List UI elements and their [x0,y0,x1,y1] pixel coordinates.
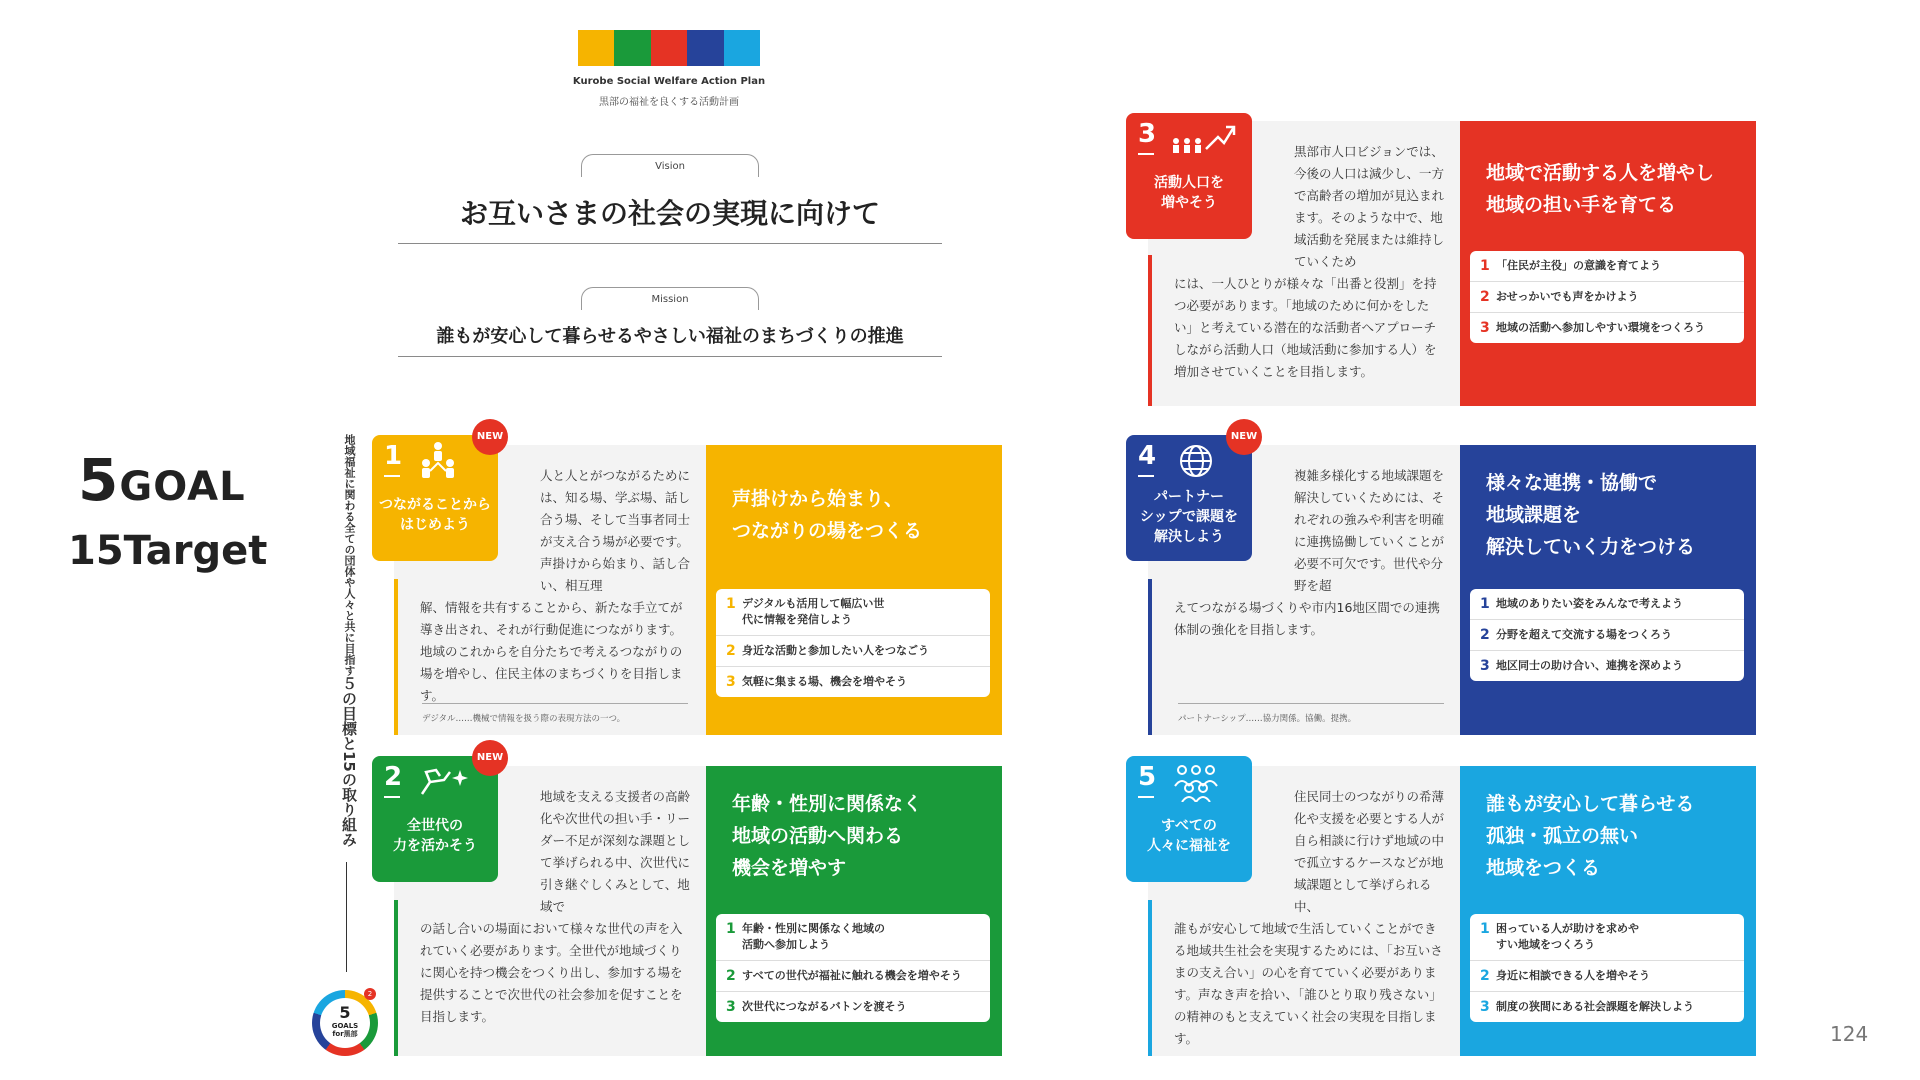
goal-description-bottom: 誰もが安心して地域で生活していくことができる地域共生社会を実現するためには、「お互いさまの支え合い」の心を育てていく必要があります。声なき声を拾い、「誰ひとり取り残さない」の精神のもと支えていく社会の実現を目指します。 [1174,921,1443,1046]
goal-title-line2: 人々に福祉を [1147,838,1231,854]
color-logo-bar [578,30,760,66]
target-number: 3 [1480,320,1490,336]
badge-number: 5 [339,1003,351,1022]
goal-headline-line2: 地域課題を [1486,504,1582,526]
goal-title-line1: 活動人口を [1154,175,1224,191]
target-number: 2 [726,968,736,984]
goal-targets-box [1470,914,1744,1022]
target-item [716,667,990,697]
target-text: 地区同士の助け合い、連携を深めよう [1496,659,1683,672]
goal-description-bottom: えてつながる場づくりや市内16地区間での連携体制の強化を目指します。 [1174,600,1440,637]
goal-card-2 [372,752,1002,1056]
target-item [1470,251,1744,282]
mission-divider [398,356,942,357]
goal-title-line1: パートナー [1154,489,1224,505]
target-number: 3 [1480,999,1490,1015]
goal-number: 5 [1138,762,1157,792]
goal-headline-line1: 地域で活動する人を増やし [1486,162,1715,184]
target-item [1470,589,1744,620]
logo-red-block [651,30,687,66]
goal-description [1148,786,1444,1050]
target-text: すべての世代が福祉に触れる機会を増やそう [742,969,962,982]
goal-headline-line2: 孤独・孤立の無い [1486,825,1639,847]
goal-title-line2: 力を活かそう [393,838,477,854]
goal-headline [1486,157,1746,221]
goal-headline [732,788,992,884]
target-number: 1 [726,921,736,937]
goal-headline-line1: 年齢・性別に関係なく [732,793,923,815]
target-number: 1 [1480,921,1490,937]
target-text: 身近な活動と参加したい人をつなごう [742,644,929,657]
target-number: 3 [726,674,736,690]
goal-headline-line1: 声掛けから始まり、 [732,488,904,510]
target-text: 分野を超えて交流する場をつくろう [1496,628,1672,641]
goal-title-line2: シップで課題を [1139,509,1239,525]
badge-text1: GOALS [331,1022,359,1030]
target-item [1470,282,1744,313]
goal-count-label [78,446,246,514]
goal-targets-box [1470,251,1744,343]
target-text: 「住民が主役」の意識を育てよう [1496,259,1661,272]
new-badge: NEW [1226,419,1262,455]
goal-description [394,786,690,1028]
logo-navy-block [687,30,723,66]
target-item [716,589,990,636]
goal-description-top: 地域を支える支援者の高齢化や次世代の担い手・リーダー不足が深刻な課題として挙げられる中、次世代に引き継ぐしくみとして、地域で [540,789,691,914]
target-item [716,914,990,961]
goal-targets-box [716,589,990,697]
goal-number: 3 [1138,119,1157,149]
target-item [716,992,990,1022]
target-number: 2 [726,643,736,659]
goal-description [1148,141,1444,383]
new-badge: NEW [472,740,508,776]
goal-headline [1486,788,1746,884]
goal-description-top: 住民同士のつながりの希薄化や支援を必要とする人が自ら相談に行けず地域の中で孤立するケースなどが地域課題として挙げられる中、 [1294,789,1445,914]
logo-blue-block [724,30,760,66]
goal-headline-line2: 地域の担い手を育てる [1486,194,1677,216]
goal-title-line1: 全世代の [407,818,463,834]
target-count-label: 15Target [68,528,268,574]
goal-headline-line1: 様々な連携・協働で [1486,472,1658,494]
goal-description [1148,465,1444,641]
target-number: 3 [726,999,736,1015]
target-text: 困っている人が助けを求めやすい地域をつくろう [1496,922,1639,951]
goal-description-bottom: には、一人ひとりが様々な「出番と役割」を持つ必要があります。「地域のために何かをしたい」と考えている潜在的な活動者へアプローチしながら活動人口（地域活動に参加する人）を増加させていくことを目指します。 [1174,276,1437,379]
goal-highlight-panel [706,766,1002,1056]
goal-headline [732,483,992,547]
goal-number: 5 [78,446,120,514]
goal-headline-line2: 地域の活動へ関わる [732,825,904,847]
five-goals-badge [312,990,378,1056]
goal-title-line2: 増やそう [1161,195,1217,211]
goal-description-top: 人と人とがつながるためには、知る場、学ぶ場、話し合う場、そして当事者同士が支え合う場が必要です。声掛けから始まり、話し合い、相互理 [540,468,691,593]
target-item [1470,961,1744,992]
goal-title-line1: つながることから [379,497,491,513]
goal-targets-box [1470,589,1744,681]
logo-green-block [614,30,650,66]
goal-highlight-panel [1460,121,1756,406]
target-item [1470,651,1744,681]
vision-divider [398,243,942,244]
target-number: 1 [1480,596,1490,612]
goal-number: 4 [1138,441,1157,471]
target-item [1470,313,1744,343]
target-text: 地域のありたい姿をみんなで考えよう [1496,597,1683,610]
goal-description-bottom: 解、情報を共有することから、新たな手立てが導き出され、それが行動促進につながります。地域のこれからを自分たちで考えるつながりの場を増やし、住民主体のまちづくりを目指します。 [420,600,683,703]
badge-text2: for黒部 [332,1030,358,1038]
target-number: 1 [726,596,736,612]
goal-title-line1: すべての [1161,818,1217,834]
goal-description-top: 複雑多様化する地域課題を解決していくためには、それぞれの強みや利害を明確に連携協働していくことが必要不可欠です。世代や分野を超 [1294,468,1445,593]
target-item [1470,992,1744,1022]
mission-label: Mission [581,287,759,310]
plan-title-english: Kurobe Social Welfare Action Plan [572,76,766,87]
goal-title-line3: 解決しよう [1154,529,1224,545]
page-number: 124 [1830,1022,1869,1046]
goal-number: 1 [384,441,403,471]
side-vertical-line [346,862,347,972]
goal-highlight-panel [1460,766,1756,1056]
target-text: デジタルも活用して幅広い世代に情報を発信しよう [742,597,885,626]
vision-text: お互いさまの社会の実現に向けて [459,197,880,230]
goal-headline-line3: 解決していく力をつける [1486,536,1696,558]
target-number: 2 [1480,968,1490,984]
target-text: 次世代につながるバトンを渡そう [742,1000,907,1013]
target-number: 3 [1480,658,1490,674]
target-item [716,961,990,992]
target-text: 年齢・性別に関係なく地域の活動へ参加しよう [742,922,885,951]
goal-card-4 [1126,431,1756,735]
goal-description-top: 黒部市人口ビジョンでは、今後の人口は減少し、一方で高齢者の増加が見込まれます。そのような中で、地域活動を発展または維持していくため [1294,144,1445,269]
goal-targets-box [716,914,990,1022]
goal-card-3 [1126,121,1756,406]
goal-headline-line3: 機会を増やす [732,857,847,879]
side-text-part2: ５の目標と15の取り組み [340,676,358,847]
goal-headline-line3: 地域をつくる [1486,857,1601,879]
goal-description-bottom: の話し合いの場面において様々な世代の声を入れていく必要があります。全世代が地域づくりに関心を持つ機会をつくり出し、参加する場を提供することで次世代の社会参加を促すことを目指します。 [420,921,683,1024]
target-number: 2 [1480,627,1490,643]
badge-inner [320,998,370,1048]
side-text-part1: 地域福祉に関わる全ての団体や人々と共に目指す [343,434,356,676]
goal-highlight-panel [1460,445,1756,735]
goal-word: GOAL [119,464,246,510]
plan-title-japanese: 黒部の福祉を良くする活動計画 [599,97,739,108]
target-text: 身近に相談できる人を増やそう [1496,969,1650,982]
goal-card-1 [372,431,1002,735]
side-vertical-text [338,434,360,847]
target-text: 制度の狭間にある社会課題を解決しよう [1496,1000,1694,1013]
goal-card-5 [1126,762,1756,1056]
target-text: 地域の活動へ参加しやすい環境をつくろう [1496,321,1705,334]
goal-title-line2: はじめよう [400,517,470,533]
mission-text: 誰もが安心して暮らせるやさしい福祉のまちづくりの推進 [436,326,904,347]
logo-yellow-block [578,30,614,66]
goal-headline-line2: つながりの場をつくる [732,520,923,542]
target-item [716,636,990,667]
target-item [1470,620,1744,651]
goal-highlight-panel [706,445,1002,735]
target-number: 2 [1480,289,1490,305]
goal-footnote: デジタル……機械で情報を扱う際の表現方法の一つ。 [422,703,688,724]
target-text: おせっかいでも声をかけよう [1496,290,1639,303]
goal-headline-line1: 誰もが安心して暮らせる [1486,793,1695,815]
new-badge: NEW [472,419,508,455]
target-text: 気軽に集まる場、機会を増やそう [742,675,907,688]
target-item [1470,914,1744,961]
goal-footnote: パートナーシップ……協力関係。協働。提携。 [1178,703,1444,724]
badge-dot: 2 [364,988,376,1000]
goal-description [394,465,690,707]
goal-headline [1486,467,1746,563]
target-number: 1 [1480,258,1490,274]
vision-label: Vision [581,154,759,177]
goal-number: 2 [384,762,403,792]
